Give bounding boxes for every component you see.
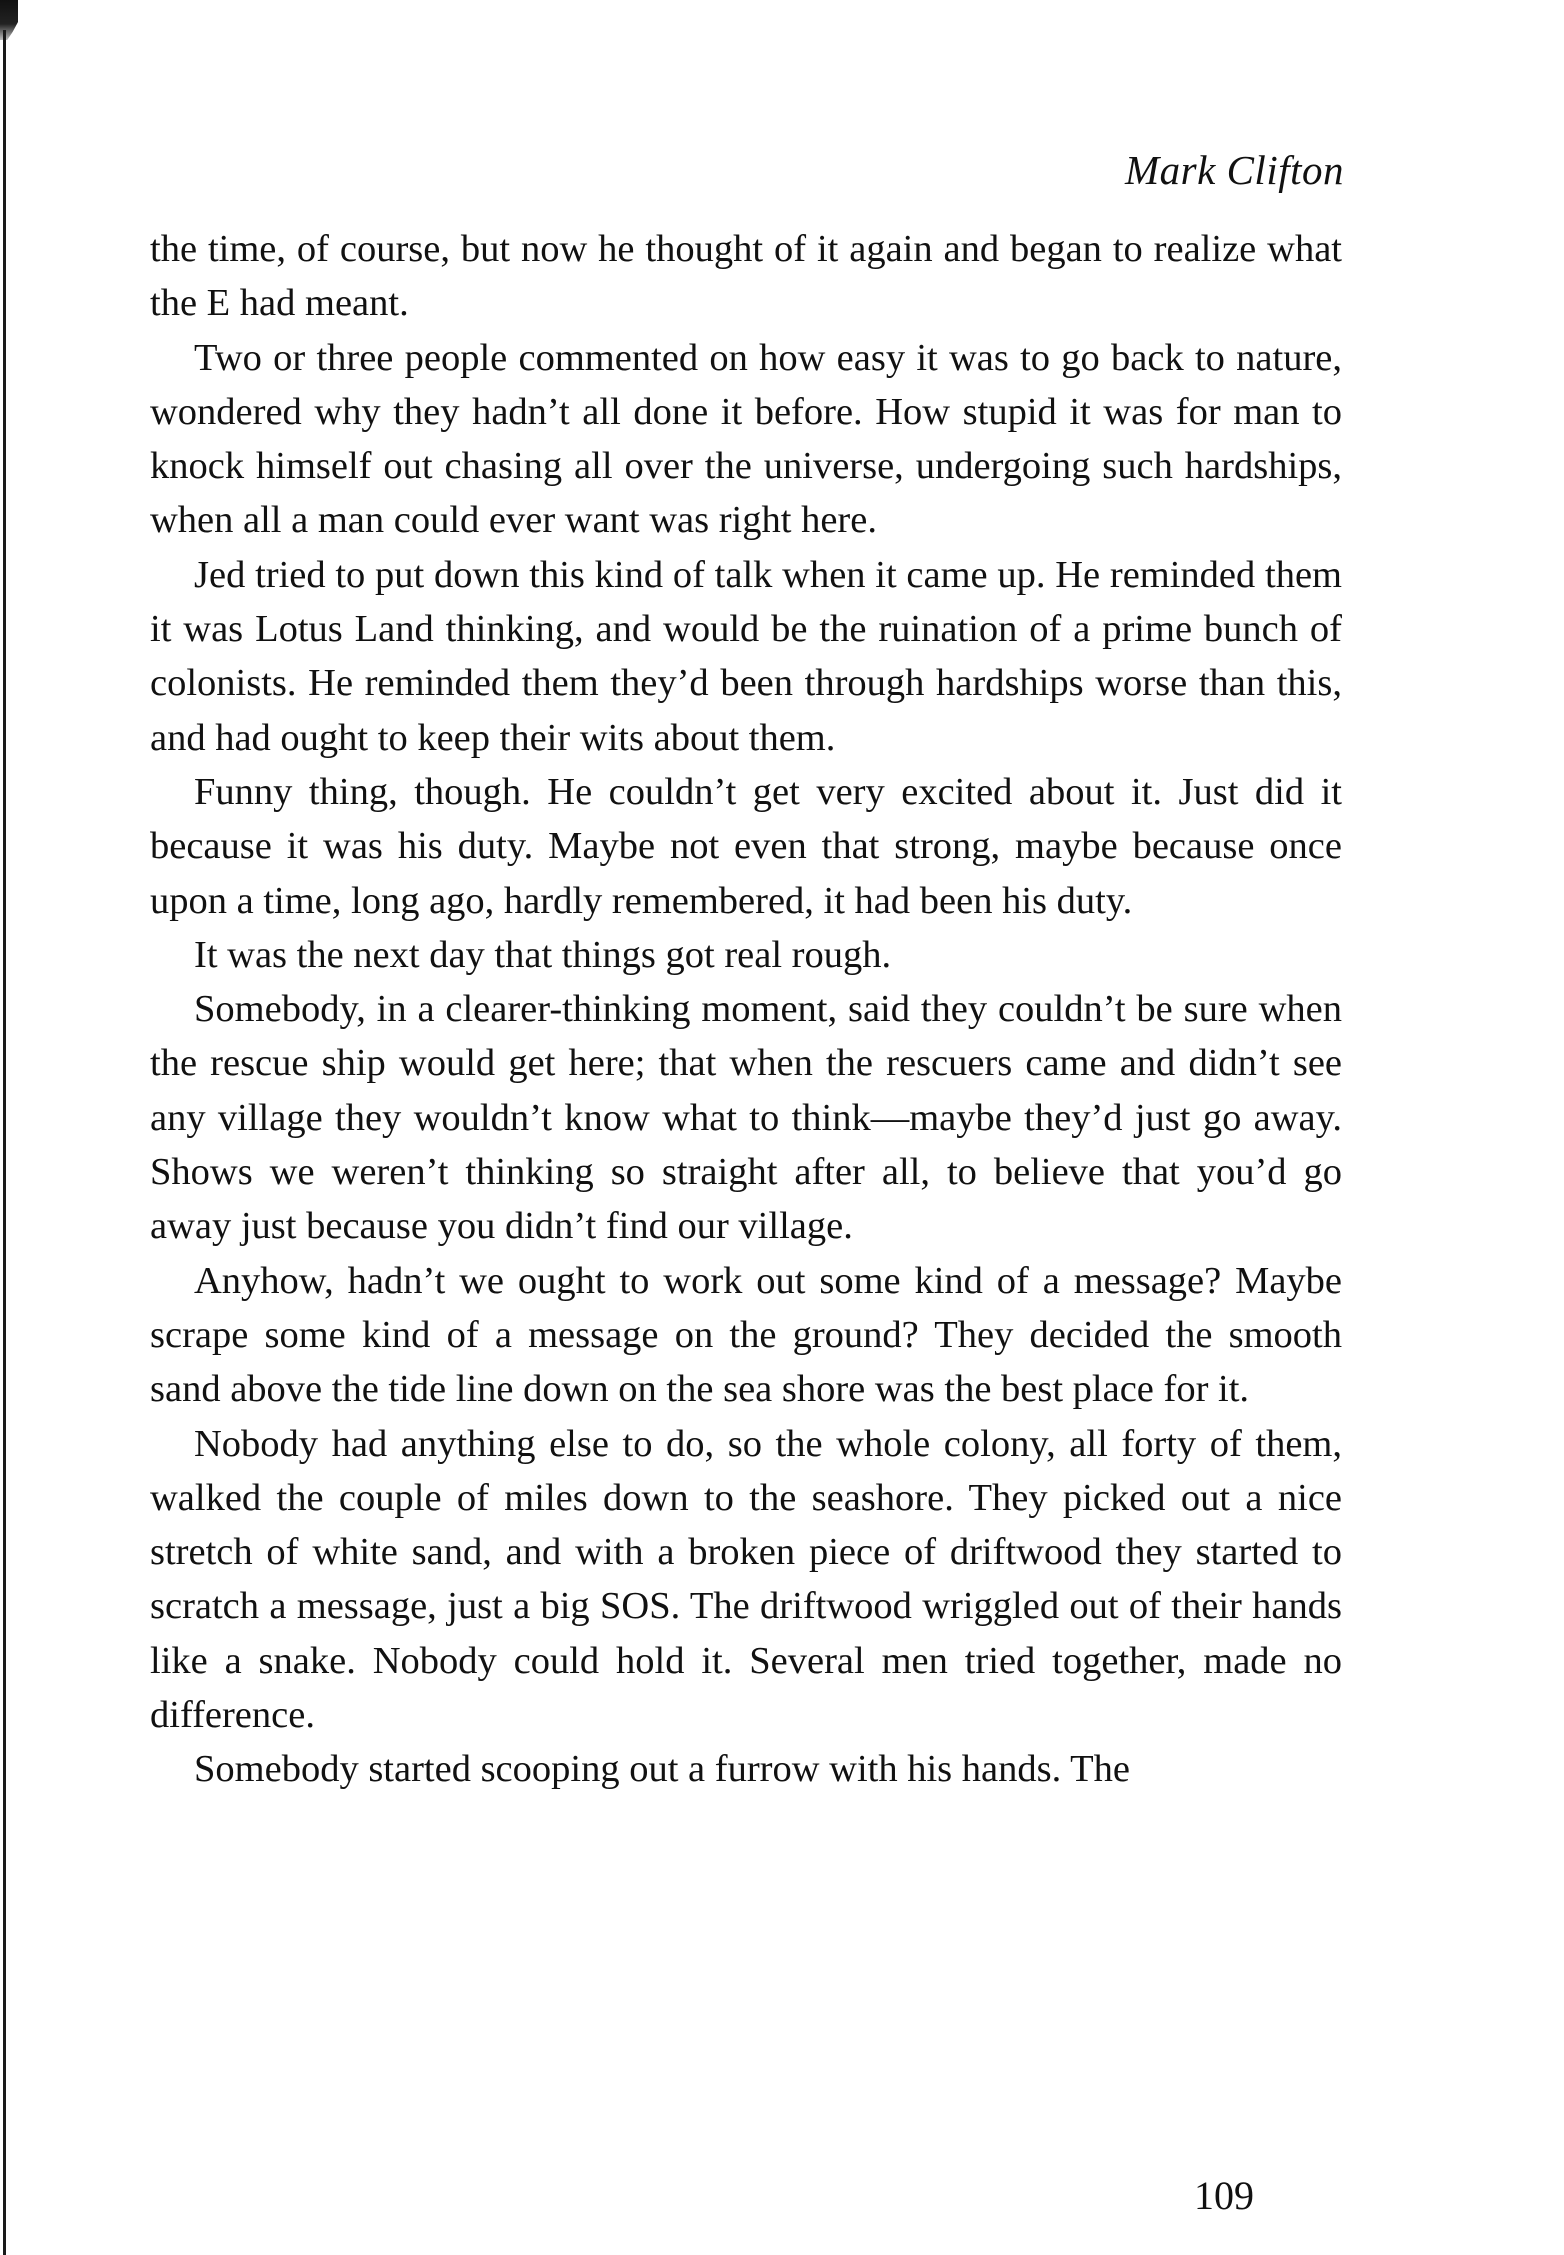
page-binding-edge	[3, 30, 6, 2255]
body-text	[150, 222, 1342, 1797]
paragraph: Somebody, in a clearer-thinking moment, said they couldn’t be sure when the rescue ship would get here; that when the rescuers came and didn’t see any village they wouldn’t know what to think—maybe they’d just go away. Shows we weren’t thinking so straight after all, to believe that you’d go away just because you didn’t find our village.	[150, 988, 1342, 1248]
paragraph: Two or three people commented on how easy it was to go back to nature, wondered why they hadn’t all done it before. How stupid it was for man to knock himself out chasing all over the universe, undergoing such hardships, when all a man could ever want was right here.	[150, 336, 1342, 542]
paragraph: Anyhow, hadn’t we ought to work out some kind of a message? Maybe scrape some kind of a message on the ground? They decided the smooth sand above the tide line down on the sea shore was the best place for it.	[150, 1259, 1342, 1411]
paragraph: It was the next day that things got real rough.	[194, 933, 892, 976]
paragraph: Jed tried to put down this kind of talk when it came up. He reminded them it was Lotus Land thinking, and would be the ruination of a prime bunch of colonists. He reminded them they’d been through hardships worse than this, and had ought to keep their wits about them.	[150, 553, 1342, 759]
paragraph-last-line: Somebody started scooping out a furrow with his hands. The	[194, 1748, 1130, 1791]
paragraph: Nobody had anything else to do, so the whole colony, all forty of them, walked the couple of miles down to the seashore. They picked out a nice stretch of white sand, and with a broken piece of driftwood they started to scratch a message, just a big SOS. The driftwood wriggled out of their hands like a snake. Nobody could hold it. Several men tried together, made no difference.	[150, 1422, 1342, 1737]
page-number: 109	[1194, 2173, 1254, 2218]
paragraph: the time, of course, but now he thought of it again and began to realize what the E had meant.	[150, 228, 1342, 325]
paragraph: Funny thing, though. He couldn’t get very excited about it. Just did it because it was his duty. Maybe not even that strong, maybe because once upon a time, long ago, hardly remembered, it had been his duty.	[150, 770, 1342, 922]
running-header-author: Mark Clifton	[1125, 147, 1344, 193]
